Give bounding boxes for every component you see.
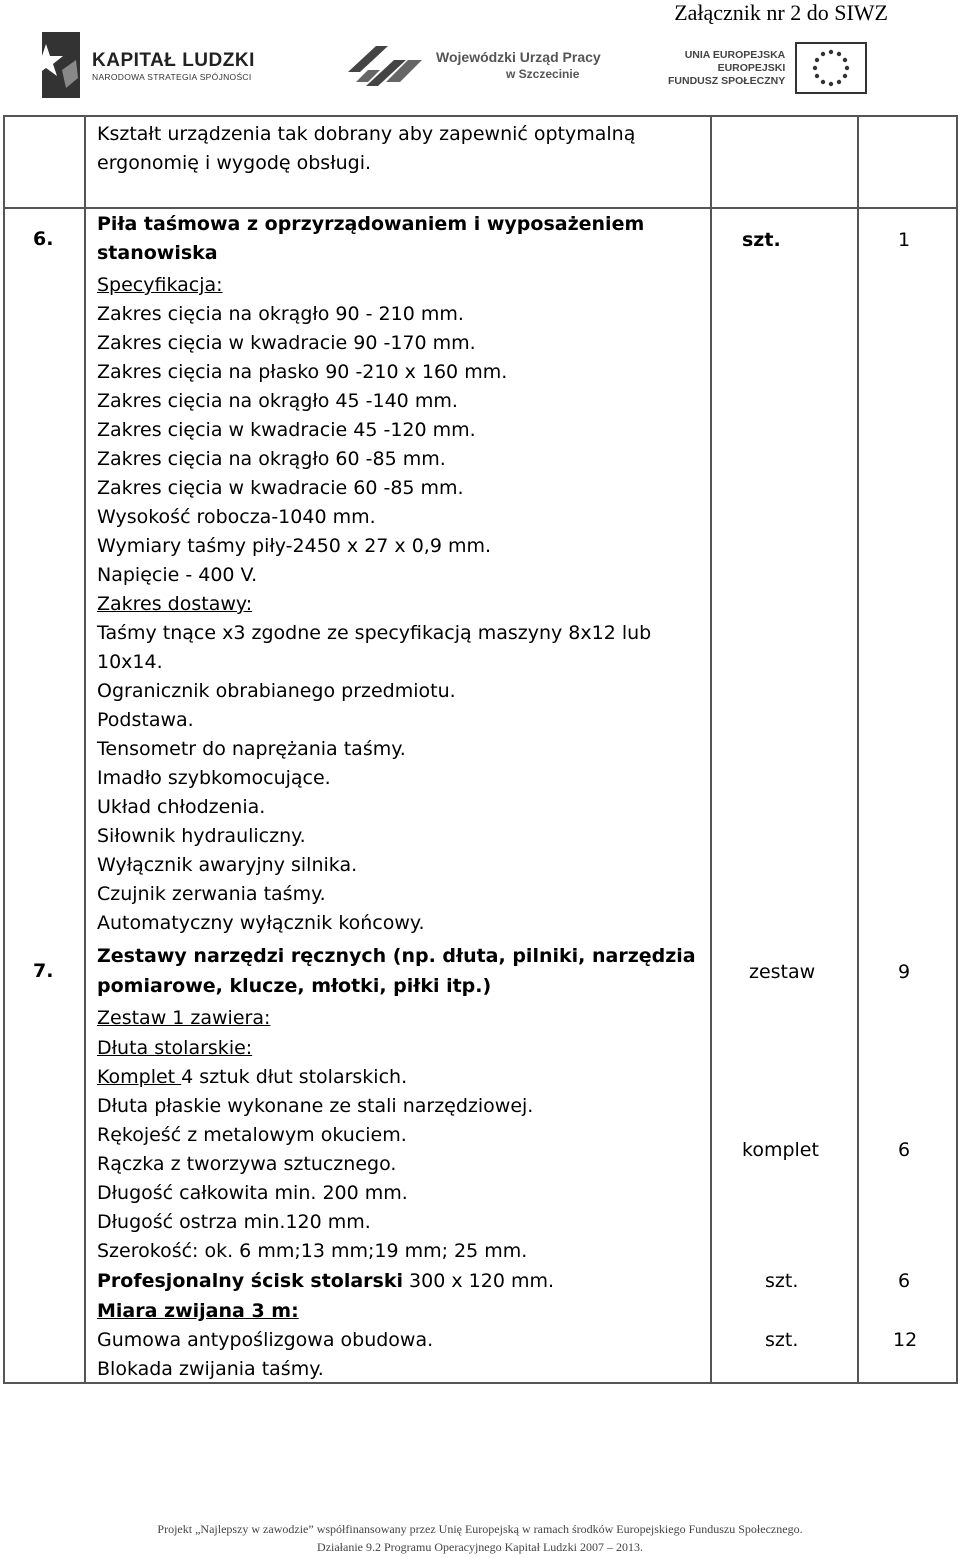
delivery-line: Tensometr do naprężania taśmy. [97, 738, 406, 760]
clamp-name: Profesjonalny ścisk stolarski [97, 1270, 404, 1292]
row-divider [5, 207, 956, 209]
spec-line: Zakres cięcia na okrągło 60 -85 mm. [97, 448, 446, 470]
chisels-line: Długość całkowita min. 200 mm. [97, 1182, 408, 1204]
item-title: pomiarowe, klucze, młotki, piłki itp.) [97, 975, 492, 997]
chisels-set-label: Komplet [97, 1066, 182, 1088]
tape-heading: Miara zwijana 3 m: [97, 1300, 299, 1322]
tape-line: Gumowa antypoślizgowa obudowa. [97, 1329, 434, 1351]
unit-cell: zestaw [749, 961, 816, 983]
spec-line: Zakres cięcia w kwadracie 45 -120 mm. [97, 419, 476, 441]
tape-line: Blokada zwijania taśmy. [97, 1358, 324, 1380]
kapital-ludzki-logo [32, 30, 255, 102]
unit-cell: szt. [742, 229, 781, 251]
star-figure-icon [32, 30, 82, 102]
kapital-ludzki-name: KAPITAŁ LUDZKI [92, 50, 255, 71]
clamp-size: 300 x 120 mm. [403, 1270, 555, 1292]
ue-logo [668, 42, 867, 94]
delivery-line: Imadło szybkomocujące. [97, 767, 331, 789]
spec-line: Zakres cięcia w kwadracie 90 -170 mm. [97, 332, 476, 354]
delivery-line: Układ chłodzenia. [97, 796, 266, 818]
chisels-heading: Dłuta stolarskie: [97, 1037, 253, 1059]
spec-line: Wysokość robocza-1040 mm. [97, 506, 376, 528]
delivery-line: 10x14. [97, 651, 163, 673]
quantity-cell: 6 [898, 1270, 911, 1292]
column-divider-description [710, 117, 712, 1382]
column-divider-unit [857, 117, 859, 1382]
delivery-line: Ogranicznik obrabianego przedmiotu. [97, 680, 456, 702]
unit-cell: szt. [765, 1270, 799, 1292]
delivery-line: Taśmy tnące x3 zgodne ze specyfikacją maszyny 8x12 lub [97, 622, 652, 644]
chisels-line: Szerokość: ok. 6 mm;13 mm;19 mm; 25 mm. [97, 1240, 528, 1262]
item-title: Zestawy narzędzi ręcznych (np. dłuta, pilniki, narzędzia [97, 945, 696, 967]
chisels-line: Rękojeść z metalowym okuciem. [97, 1124, 407, 1146]
spec-line: Zakres cięcia na płasko 90 -210 x 160 mm. [97, 361, 508, 383]
description-line: Kształt urządzenia tak dobrany aby zapewnić optymalną [97, 123, 636, 145]
eu-flag-icon [795, 42, 867, 94]
ue-line-3: FUNDUSZ SPOŁECZNY [668, 74, 786, 87]
delivery-line: Czujnik zerwania taśmy. [97, 883, 326, 905]
item-title: Piła taśmowa z oprzyrządowaniem i wyposażeniem [97, 213, 645, 235]
set-heading: Zestaw 1 zawiera: [97, 1007, 271, 1029]
wup-logo [346, 42, 601, 90]
kapital-ludzki-subtitle: NARODOWA STRATEGIA SPÓJNOŚCI [92, 72, 252, 82]
wup-name: Wojewódzki Urząd Pracy [436, 49, 601, 65]
row-number: 7. [33, 960, 54, 982]
chisels-line: Długość ostrza min.120 mm. [97, 1211, 371, 1233]
unit-cell: szt. [765, 1329, 799, 1351]
spec-line: Zakres cięcia na okrągło 90 - 210 mm. [97, 303, 464, 325]
footer-program: Działanie 9.2 Programu Operacyjnego Kapitał Ludzki 2007 – 2013. [317, 1540, 643, 1554]
description-line: ergonomię i wygodę obsługi. [97, 152, 372, 174]
quantity-cell: 9 [898, 961, 911, 983]
quantity-cell: 1 [898, 229, 911, 251]
delivery-line: Wyłącznik awaryjny silnika. [97, 854, 358, 876]
ue-line-2: EUROPEJSKI [717, 61, 786, 74]
chisels-line [97, 1063, 407, 1092]
delivery-line: Podstawa. [97, 709, 194, 731]
delivery-line: Siłownik hydrauliczny. [97, 825, 306, 847]
delivery-heading: Zakres dostawy: [97, 593, 253, 615]
unit-cell: komplet [742, 1139, 819, 1161]
spec-line: Zakres cięcia w kwadracie 60 -85 mm. [97, 477, 464, 499]
delivery-line: Automatyczny wyłącznik końcowy. [97, 912, 425, 934]
spec-line: Napięcie - 400 V. [97, 564, 258, 586]
spec-line: Wymiary taśmy piły-2450 x 27 x 0,9 mm. [97, 535, 491, 557]
spec-heading: Specyfikacja: [97, 274, 223, 296]
attachment-label: Załącznik nr 2 do SIWZ [674, 0, 888, 25]
ue-line-1: UNIA EUROPEJSKA [684, 48, 786, 61]
clamp-line [97, 1267, 554, 1296]
logo-bar [32, 26, 932, 106]
chisels-line: Dłuta płaskie wykonane ze stali narzędziowej. [97, 1095, 534, 1117]
spec-line: Zakres cięcia na okrągło 45 -140 mm. [97, 390, 458, 412]
column-divider-number [84, 117, 86, 1382]
footer-project: Projekt „Najlepszy w zawodzie” współfinansowany przez Unię Europejską w ramach środków Europejskiego Funduszu Społecznego. [157, 1522, 803, 1536]
item-title: stanowiska [97, 242, 218, 264]
quantity-cell: 6 [898, 1139, 911, 1161]
row-number: 6. [33, 228, 54, 250]
chisels-set-count: 4 sztuk dłut stolarskich. [181, 1066, 408, 1088]
chisels-line: Rączka z tworzywa sztucznego. [97, 1153, 397, 1175]
wup-subtitle: w Szczecinie [506, 67, 580, 81]
wup-arrows-icon [346, 42, 426, 90]
quantity-cell: 12 [893, 1329, 918, 1351]
